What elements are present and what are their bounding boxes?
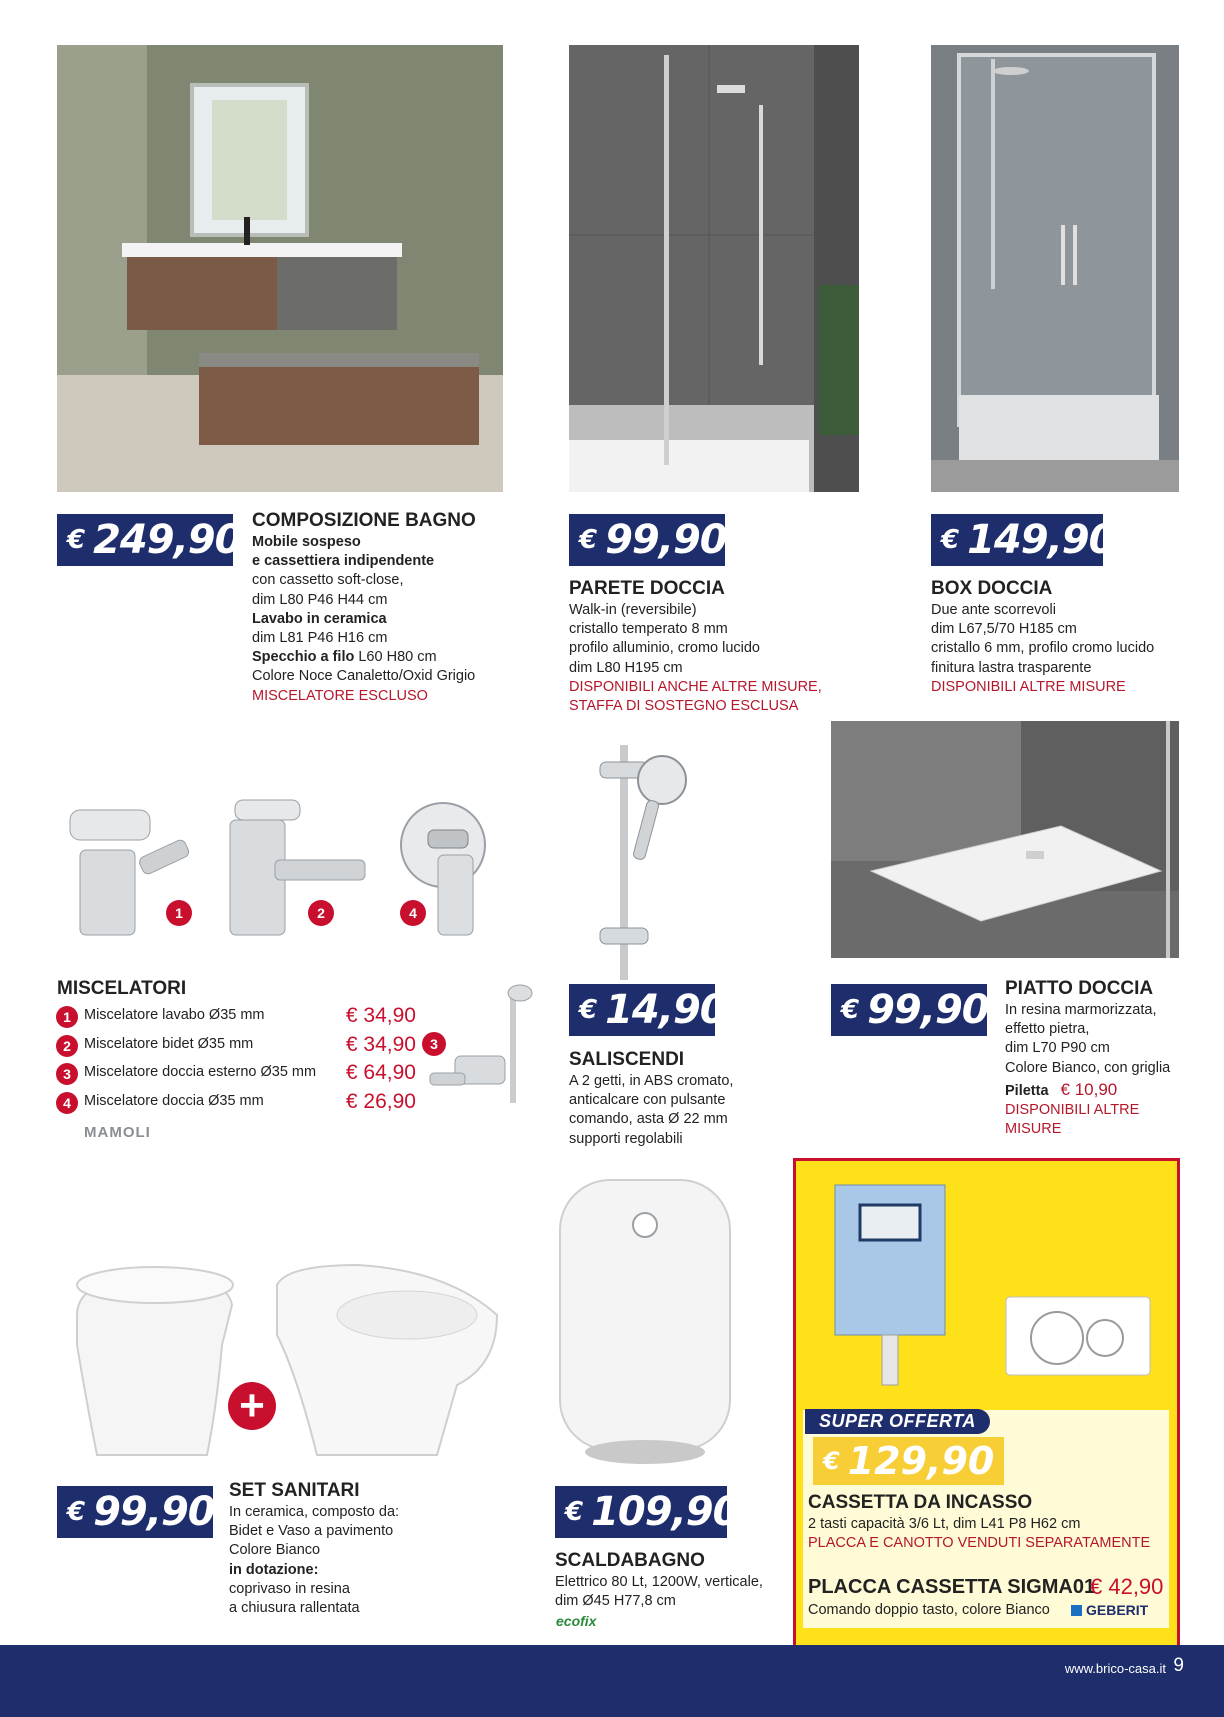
item-label: Miscelatore bidet Ø35 mm [84, 1036, 254, 1052]
page-number: 9 [1173, 1655, 1184, 1676]
plus-icon: + [228, 1382, 276, 1430]
price-amount: 149,90 [967, 517, 1116, 563]
desc-line: A 2 getti, in ABS cromato, [569, 1073, 734, 1089]
piletta-price: € 10,90 [1060, 1079, 1118, 1099]
desc-line: dim L81 P46 H16 cm [252, 630, 388, 647]
piatto-doccia-price [831, 984, 987, 1036]
desc-line: In ceramica, composto da: [229, 1504, 400, 1520]
desc-line: dim L80 H195 cm [569, 659, 683, 676]
desc-line: dim L70 P90 cm [1005, 1040, 1110, 1057]
placca-photo [1005, 1296, 1151, 1376]
item-price: € 34,90 [345, 1033, 416, 1056]
piletta-line [1005, 1080, 1170, 1101]
piletta-label: Piletta [1005, 1082, 1049, 1099]
desc-line: Elettrico 80 Lt, 1200W, verticale, [555, 1574, 763, 1590]
ecofix-logo: ecofix [556, 1613, 597, 1629]
desc-line: Colore Bianco [229, 1542, 321, 1559]
desc-note: STAFFA DI SOSTEGNO ESCLUSA [569, 698, 799, 715]
currency-symbol: € [941, 525, 960, 555]
parete-doccia-title: PARETE DOCCIA [569, 578, 725, 599]
desc-line: dim L80 P46 H44 cm [252, 591, 388, 608]
miscelatore-row-4 [56, 1090, 416, 1116]
desc-line: Due ante scorrevoli [931, 602, 1056, 618]
desc-line: cristallo temperato 8 mm [569, 621, 728, 638]
mamoli-logo: MAMOLI [84, 1124, 151, 1141]
price-amount: 249,90 [93, 517, 242, 563]
super-offerta-badge: SUPER OFFERTA [805, 1409, 990, 1434]
currency-symbol: € [67, 1497, 86, 1527]
desc-line: In resina marmorizzata, [1005, 1002, 1157, 1018]
sanitari-description [229, 1503, 399, 1618]
desc-line [252, 648, 475, 667]
box-doccia-description [931, 601, 1154, 697]
photo-badge-4: 4 [400, 900, 426, 926]
desc-line: supporti regolabili [569, 1130, 683, 1147]
item-price: € 26,90 [345, 1090, 416, 1113]
item-label: Miscelatore lavabo Ø35 mm [84, 1007, 265, 1023]
scaldabagno-description [555, 1573, 763, 1611]
scaldabagno-title: SCALDABAGNO [555, 1550, 705, 1571]
currency-symbol: € [67, 525, 86, 555]
saliscendi-description [569, 1072, 733, 1149]
saliscendi-title: SALISCENDI [569, 1049, 685, 1070]
desc-line: Walk-in (reversibile) [569, 602, 697, 618]
cassetta-photo [830, 1180, 950, 1390]
item-price: € 64,90 [345, 1061, 416, 1084]
parete-doccia-photo [569, 45, 859, 492]
item-label: Miscelatore doccia Ø35 mm [84, 1093, 264, 1109]
desc-note: PLACCA E CANOTTO VENDUTI SEPARATAMENTE [808, 1535, 1151, 1552]
saliscendi-photo [590, 740, 690, 980]
cassetta-description [808, 1515, 1150, 1553]
bagno-price [57, 514, 242, 566]
price-amount: 99,90 [867, 987, 989, 1033]
currency-symbol: € [565, 1497, 584, 1527]
desc-line: Lavabo in ceramica [252, 610, 387, 627]
price-amount: 109,90 [591, 1489, 740, 1535]
piatto-doccia-photo [831, 721, 1179, 958]
desc-normal: L60 H80 cm [354, 649, 437, 666]
desc-line: 2 tasti capacità 3/6 Lt, dim L41 P8 H62 cm [808, 1516, 1081, 1532]
box-doccia-photo [931, 45, 1179, 492]
footer-url[interactable]: www.brico-casa.it [1064, 1661, 1166, 1676]
geberit-logo [1071, 1602, 1148, 1618]
miscelatore-row-2 [56, 1033, 416, 1059]
desc-line: effetto pietra, [1005, 1021, 1090, 1038]
currency-symbol: € [579, 525, 598, 555]
saliscendi-price [569, 984, 727, 1036]
item-price: € 34,90 [345, 1004, 416, 1027]
item-number: 1 [56, 1006, 78, 1028]
desc-line: dim Ø45 H77,8 cm [555, 1593, 676, 1610]
photo-badge-3: 3 [422, 1032, 446, 1056]
bagno-photo [57, 45, 503, 492]
desc-line: comando, asta Ø 22 mm [569, 1111, 728, 1128]
placca-description: Comando doppio tasto, colore Bianco [808, 1602, 1050, 1618]
miscelatori-title: MISCELATORI [57, 978, 187, 999]
photo-badge-2: 2 [308, 900, 334, 926]
desc-note: DISPONIBILI ALTRE MISURE [931, 678, 1126, 695]
currency-symbol: € [823, 1447, 840, 1475]
bagno-title: COMPOSIZIONE BAGNO [252, 510, 476, 531]
sanitari-photo [57, 1255, 507, 1475]
item-label: Miscelatore doccia esterno Ø35 mm [84, 1064, 317, 1080]
miscelatore-lavabo-photo [220, 790, 380, 940]
footer-bar [0, 1645, 1224, 1717]
box-doccia-price [931, 514, 1116, 566]
desc-note: MISCELATORE ESCLUSO [252, 687, 428, 704]
placca-price: € 42,90 [1090, 1574, 1164, 1599]
cassetta-price [813, 1437, 1004, 1485]
miscelatore-row-1 [56, 1004, 416, 1030]
desc-line: a chiusura rallentata [229, 1600, 360, 1617]
miscelatore-row-3 [56, 1061, 416, 1087]
desc-line: Colore Noce Canaletto/Oxid Grigio [252, 668, 476, 685]
scaldabagno-photo [555, 1170, 735, 1470]
piatto-doccia-title: PIATTO DOCCIA [1005, 978, 1154, 999]
box-doccia-title: BOX DOCCIA [931, 578, 1053, 599]
desc-note: MISURE [1005, 1121, 1062, 1138]
price-amount: 99,90 [605, 517, 727, 563]
parete-doccia-price [569, 514, 725, 566]
price-amount: 14,90 [605, 987, 727, 1033]
desc-line: coprivaso in resina [229, 1580, 350, 1597]
parete-doccia-description [569, 601, 822, 716]
desc-line: Mobile sospeso [252, 534, 361, 550]
photo-badge-1: 1 [166, 900, 192, 926]
geberit-square-icon [1071, 1605, 1082, 1616]
cassetta-title: CASSETTA DA INCASSO [808, 1492, 1033, 1513]
desc-line: in dotazione: [229, 1561, 319, 1578]
desc-line: e cassettiera indipendente [252, 553, 435, 570]
desc-line: con cassetto soft-close, [252, 572, 404, 589]
desc-note: DISPONIBILI ANCHE ALTRE MISURE, [569, 678, 822, 695]
desc-line: anticalcare con pulsante [569, 1092, 726, 1109]
price-amount: 99,90 [93, 1489, 215, 1535]
placca-title: PLACCA CASSETTA SIGMA01 [808, 1576, 1096, 1598]
piatto-doccia-description [1005, 1001, 1170, 1139]
currency-symbol: € [579, 995, 598, 1025]
item-number: 4 [56, 1092, 78, 1114]
price-amount: 129,90 [847, 1439, 995, 1483]
desc-line: dim L67,5/70 H185 cm [931, 621, 1077, 638]
sanitari-title: SET SANITARI [229, 1480, 360, 1501]
desc-line: cristallo 6 mm, profilo cromo lucido [931, 640, 1155, 657]
scaldabagno-price [555, 1486, 740, 1538]
bagno-description [252, 533, 475, 706]
item-number: 3 [56, 1063, 78, 1085]
desc-note: DISPONIBILI ALTRE [1005, 1102, 1140, 1119]
desc-line: Bidet e Vaso a pavimento [229, 1523, 394, 1540]
sanitari-price [57, 1486, 213, 1538]
geberit-text: GEBERIT [1086, 1602, 1149, 1618]
item-number: 2 [56, 1035, 78, 1057]
desc-line: profilo alluminio, cromo lucido [569, 640, 760, 657]
desc-line: Colore Bianco, con griglia [1005, 1059, 1171, 1076]
desc-line: finitura lastra trasparente [931, 659, 1092, 676]
desc-bold: Specchio a filo [252, 649, 355, 666]
currency-symbol: € [841, 995, 860, 1025]
